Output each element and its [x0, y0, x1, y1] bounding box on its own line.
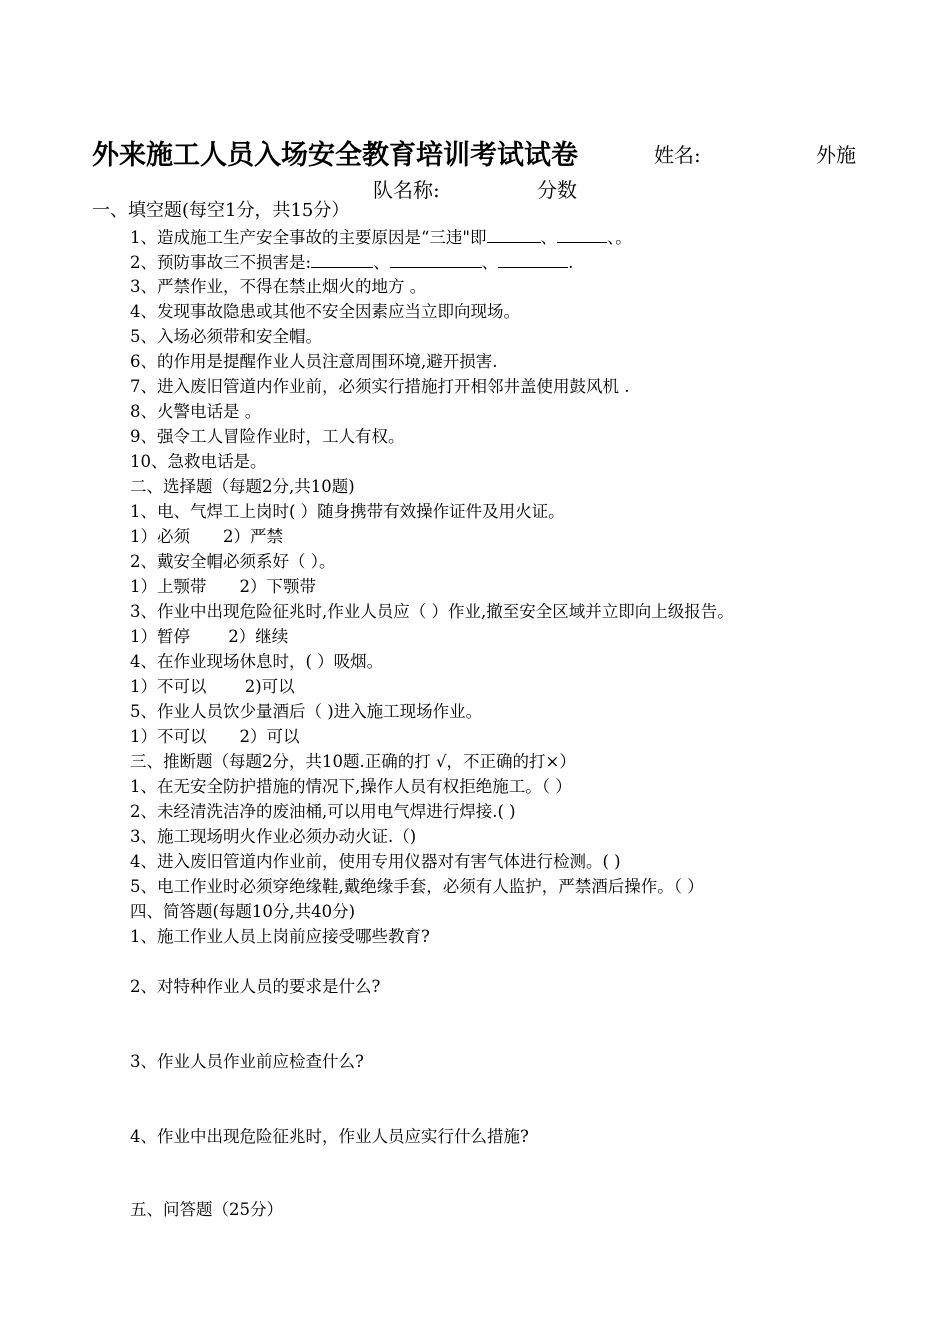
section4-heading: 四、简答题(每题10分,共40分) — [130, 902, 356, 921]
question-choice-3-options: 1）暂停 2）继续 — [130, 627, 289, 646]
question-fill-10: 10、急救电话是。 — [130, 452, 267, 471]
question-judge-2: 2、未经清洗洁净的废油桶,可以用电气焊进行焊接.( ) — [130, 802, 516, 821]
answer-blank[interactable] — [487, 226, 541, 243]
question-choice-1-options: 1）必须 2）严禁 — [130, 527, 283, 546]
blank-separator: 、 — [373, 253, 390, 272]
question-choice-2: 2、戴安全帽必须系好（ ）。 — [130, 552, 336, 571]
question-judge-5: 5、电工作业时必须穿绝缘鞋,戴绝缘手套，必须有人监护，严禁酒后操作。（ ） — [130, 877, 704, 896]
question-judge-1: 1、在无安全防护措施的情况下,操作人员有权拒绝施工。（ ） — [130, 777, 572, 796]
blank-separator: 、 — [540, 228, 558, 247]
question-short-1: 1、施工作业人员上岗前应接受哪些教育? — [130, 927, 430, 946]
question-fill-5: 5、入场必须带和安全帽。 — [130, 327, 322, 346]
question-short-4: 4、作业中出现危险征兆时，作业人员应实行什么措施? — [130, 1127, 529, 1146]
question-short-3: 3、作业人员作业前应检查什么? — [130, 1052, 364, 1071]
section1-heading: 一、填空题(每空1分，共15分） — [92, 200, 350, 221]
team-label-part1: 外施 — [816, 143, 856, 167]
question-end: 。 — [615, 228, 632, 247]
question-fill-2 — [130, 251, 573, 274]
page-title: 外来施工人员入场安全教育培训考试试卷 — [92, 140, 578, 171]
question-fill-7: 7、进入废旧管道内作业前，必须实行措施打开相邻井盖使用鼓风机 . — [130, 377, 630, 396]
answer-blank[interactable] — [390, 251, 482, 268]
question-short-2: 2、对特种作业人员的要求是什么? — [130, 977, 381, 996]
section2-heading: 二、选择题（每题2分,共10题) — [130, 477, 355, 496]
question-fill-8: 8、火警电话是 。 — [130, 402, 262, 421]
question-choice-1: 1、电、气焊工上岗时( ）随身携带有效操作证件及用火证。 — [130, 502, 565, 521]
question-fill-4: 4、发现事故隐患或其他不安全因素应当立即向现场。 — [130, 302, 520, 321]
score-label: 分数 — [537, 178, 577, 202]
question-fill-3: 3、严禁作业，不得在禁止烟火的地方 。 — [130, 277, 427, 296]
answer-blank[interactable] — [311, 251, 373, 268]
question-fill-6: 6、的作用是提醒作业人员注意周围环境,避开损害. — [130, 352, 498, 371]
question-end: . — [568, 253, 574, 272]
question-choice-5-options: 1）不可以 2）可以 — [130, 727, 300, 746]
section5-heading: 五、问答题（25分） — [130, 1200, 283, 1219]
section3-heading: 三、推断题（每题2分，共10题.正确的打 √，不正确的打×） — [130, 752, 576, 771]
blank-separator: 、 — [481, 253, 499, 272]
team-label-part2: 队名称: — [373, 178, 440, 202]
answer-blank[interactable] — [498, 251, 568, 268]
question-choice-4-options: 1）不可以 2)可以 — [130, 677, 295, 696]
question-judge-4: 4、进入废旧管道内作业前，使用专用仪器对有害气体进行检测。( ) — [130, 852, 621, 871]
question-judge-3: 3、施工现场明火作业必须办动火证.（) — [130, 827, 417, 846]
question-fill-9: 9、强令工人冒险作业时，工人有权。 — [130, 427, 405, 446]
question-choice-4: 4、在作业现场休息时，( ）吸烟。 — [130, 652, 384, 671]
question-choice-3: 3、作业中出现危险征兆时,作业人员应（ ）作业,撤至安全区域并立即向上级报告。 — [130, 602, 734, 621]
question-fill-1 — [130, 226, 632, 249]
blank-separator: 、 — [607, 228, 616, 247]
question-choice-2-options: 1）上颚带 2）下颚带 — [130, 577, 316, 596]
question-choice-5: 5、作业人员饮少量酒后（ )进入施工现场作业。 — [130, 702, 483, 721]
name-label: 姓名: — [654, 143, 701, 167]
question-text: 2、预防事故三不损害是: — [130, 253, 312, 272]
question-text: 1、造成施工生产安全事故的主要原因是“三违"即 — [130, 228, 487, 247]
answer-blank[interactable] — [557, 226, 607, 243]
